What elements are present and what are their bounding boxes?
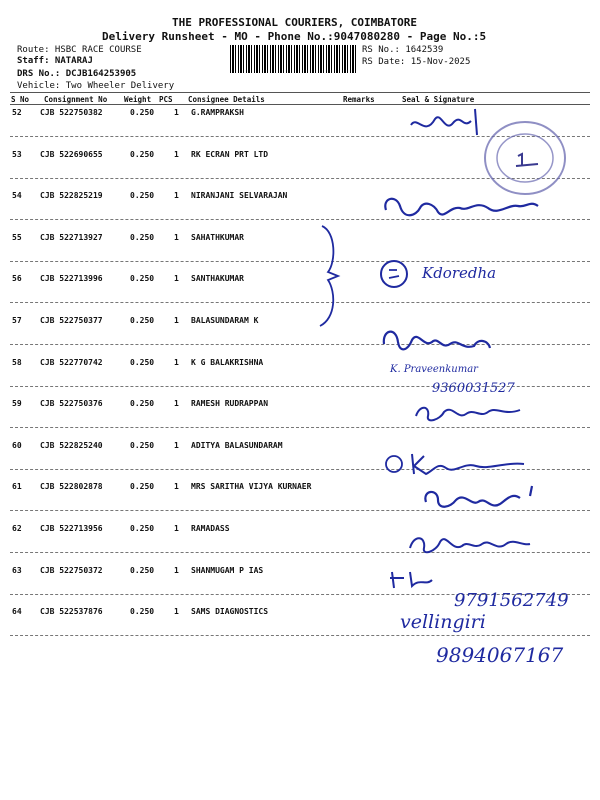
drs-label: DRS No.: DCJB164253905 — [17, 69, 137, 79]
row-consignee: NIRANJANI SELVARAJAN — [191, 191, 288, 201]
signature-row64-name: vellingiri — [400, 611, 486, 633]
row-sno: 57 — [12, 316, 22, 325]
rs-number: RS No.: 1642539 — [362, 45, 444, 55]
rs-date: RS Date: 15-Nov-2025 — [362, 57, 471, 67]
row-consignment-number: CJB 522750377 — [40, 316, 103, 325]
row-consignee: SHANMUGAM P IAS — [191, 565, 264, 575]
signature-row62 — [406, 526, 536, 562]
row-weight: 0.250 — [130, 607, 155, 617]
signature-row56-text: Kdoredha — [422, 264, 497, 282]
row-weight: 0.250 — [130, 399, 155, 409]
row-divider — [10, 302, 590, 303]
row-sno: 52 — [12, 108, 22, 117]
row-pcs: 1 — [174, 191, 179, 201]
row-weight: 0.250 — [130, 482, 155, 492]
route-label: Route: HSBC RACE COURSE — [17, 45, 142, 55]
row-consignee: ADITYA BALASUNDARAM — [191, 440, 283, 450]
row-pcs: 1 — [174, 108, 179, 117]
signature-row57 — [378, 320, 498, 362]
row-consignee: RK ECRAN PRT LTD — [191, 149, 269, 159]
row-sno: 55 — [12, 232, 22, 242]
signature-row63-phone: 9791562749 — [454, 590, 569, 611]
row-consignee: RAMESH RUDRAPPAN — [191, 399, 269, 409]
row-pcs: 1 — [174, 357, 179, 367]
company-title: THE PROFESSIONAL COURIERS, COIMBATORE — [172, 16, 418, 29]
row-weight: 0.250 — [130, 274, 155, 284]
row-divider — [10, 344, 590, 345]
row-consignment-number: CJB 522713956 — [40, 524, 103, 533]
vehicle-label: Vehicle: Two Wheeler Delivery — [17, 81, 175, 91]
row-consignment-number: CJB 522750376 — [40, 399, 103, 409]
row-weight: 0.250 — [130, 565, 155, 575]
runsheet-title: Delivery Runsheet - MO - Phone No.:9047080280 - Page No.:5 — [102, 30, 487, 43]
signature-row58 — [388, 360, 568, 398]
col-consignee: Consignee Details — [188, 95, 265, 104]
row-consignee: SANTHAKUMAR — [191, 274, 244, 284]
signature-row52 — [405, 105, 525, 145]
row-consignee: BALASUNDARAM K — [191, 316, 259, 325]
barcode — [230, 45, 358, 73]
row-pcs: 1 — [174, 316, 179, 325]
row-consignment-number: CJB 522713927 — [40, 232, 103, 242]
row-consignee: RAMADASS — [191, 524, 230, 533]
staff-label: Staff: NATARAJ — [17, 56, 93, 66]
signature-row58-name: K. Praveenkumar — [390, 364, 478, 375]
row-consignment-number: CJB 522770742 — [40, 357, 103, 367]
col-sno: S No — [11, 95, 30, 104]
col-pcs: PCS — [159, 95, 173, 104]
col-consignment: Consignment No — [44, 95, 108, 104]
row-pcs: 1 — [174, 482, 179, 492]
row-sno: 54 — [12, 191, 22, 201]
row-pcs: 1 — [174, 440, 179, 450]
signature-row58-phone: 9360031527 — [432, 381, 515, 396]
row-consignment-number: CJB 522802878 — [40, 482, 103, 492]
row-pcs: 1 — [174, 524, 179, 533]
signature-row54 — [380, 186, 560, 234]
row-weight: 0.250 — [130, 108, 155, 117]
signature-row56 — [378, 254, 548, 294]
row-consignee: G.RAMPRAKSH — [191, 108, 244, 117]
row-sno: 61 — [12, 482, 22, 492]
row-consignment-number: CJB 522750372 — [40, 565, 103, 575]
row-weight: 0.250 — [130, 316, 155, 325]
row-pcs: 1 — [174, 232, 179, 242]
row-consignee: K G BALAKRISHNA — [191, 357, 264, 367]
row-sno: 62 — [12, 524, 22, 533]
row-weight: 0.250 — [130, 357, 155, 367]
row-pcs: 1 — [174, 149, 179, 159]
col-remarks: Remarks — [343, 95, 375, 104]
row-consignment-number: CJB 522750382 — [40, 108, 103, 117]
signature-row60 — [384, 448, 554, 482]
row-weight: 0.250 — [130, 149, 155, 159]
row-consignment-number: CJB 522825240 — [40, 440, 103, 450]
row-pcs: 1 — [174, 399, 179, 409]
row-consignee: SAHATHKUMAR — [191, 232, 244, 242]
row-pcs: 1 — [174, 607, 179, 617]
row-sno: 60 — [12, 440, 22, 450]
row-pcs: 1 — [174, 565, 179, 575]
row-weight: 0.250 — [130, 524, 155, 533]
row-sno: 53 — [12, 149, 22, 159]
row-sno: 64 — [12, 607, 22, 617]
row-consignment-number: CJB 522825219 — [40, 191, 103, 201]
row-weight: 0.250 — [130, 440, 155, 450]
row-consignee: SAMS DIAGNOSTICS — [191, 607, 269, 617]
row-consignment-number: CJB 522537876 — [40, 607, 103, 617]
row-pcs: 1 — [174, 274, 179, 284]
col-weight: Weight — [124, 95, 152, 104]
row-sno: 58 — [12, 357, 22, 367]
signature-row61 — [420, 482, 540, 518]
row-weight: 0.250 — [130, 232, 155, 242]
signature-row64 — [398, 606, 598, 672]
col-seal: Seal & Signature — [402, 95, 475, 104]
brace-mark — [312, 222, 352, 332]
row-consignment-number: CJB 522713996 — [40, 274, 103, 284]
row-sno: 59 — [12, 399, 22, 409]
row-sno: 63 — [12, 565, 22, 575]
row-consignee: MRS SARITHA VIJYA KURNAER — [191, 482, 312, 492]
signature-row64-phone: 9894067167 — [436, 643, 564, 667]
row-sno: 56 — [12, 274, 22, 284]
signature-row59 — [412, 398, 532, 428]
header-top-rule — [10, 92, 590, 93]
row-consignment-number: CJB 522690655 — [40, 149, 103, 159]
row-weight: 0.250 — [130, 191, 155, 201]
